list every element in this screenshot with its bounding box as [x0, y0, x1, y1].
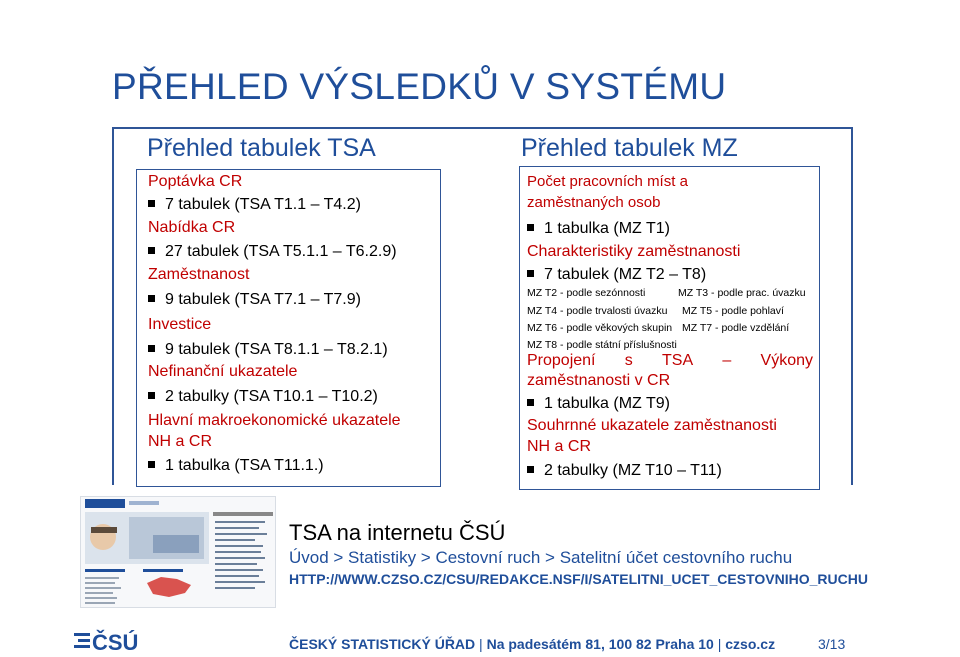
mz-category-word: Propojení	[527, 352, 596, 369]
footer-site[interactable]: czso.cz	[725, 636, 776, 652]
mz-subtable: MZ T4 - podle trvalosti úvazku	[527, 305, 668, 317]
tsa-category: Poptávka CR	[148, 173, 243, 190]
mz-subtable: MZ T3 - podle prac. úvazku	[678, 287, 806, 299]
mz-category-word: TSA	[662, 352, 694, 369]
mz-detail: 7 tabulek (MZ T2 – T8)	[527, 265, 706, 285]
mz-subtable: MZ T5 - podle pohlaví	[682, 305, 784, 317]
tsa-panel-heading: Přehled tabulek TSA	[143, 134, 380, 163]
slide-title: PŘEHLED VÝSLEDKŮ V SYSTÉMU	[112, 66, 727, 107]
logo-text: ČSÚ	[92, 630, 139, 655]
tsa-detail: 27 tabulek (TSA T5.1.1 – T6.2.9)	[148, 242, 397, 262]
tsa-detail: 9 tabulek (TSA T8.1.1 – T8.2.1)	[148, 340, 388, 360]
mz-category: Počet pracovních míst a	[527, 173, 688, 190]
tsa-detail: 7 tabulek (TSA T1.1 – T4.2)	[148, 195, 361, 215]
footer-address: Na padesátém 81, 100 82 Praha 10	[486, 636, 714, 652]
mz-detail: 1 tabulka (MZ T9)	[527, 394, 670, 414]
mz-category-word: Výkony	[760, 352, 813, 369]
tsa-category: Nabídka CR	[148, 219, 236, 236]
mz-detail: 1 tabulka (MZ T1)	[527, 219, 670, 239]
footer-separator: |	[717, 636, 726, 652]
website-screenshot-thumbnail	[80, 496, 276, 608]
mz-category: Charakteristiky zaměstnanosti	[527, 243, 741, 260]
mz-detail: 2 tabulky (MZ T10 – T11)	[527, 461, 722, 481]
web-heading: TSA na internetu ČSÚ	[289, 520, 506, 545]
footer-text	[289, 636, 775, 652]
tsa-category: Investice	[148, 316, 212, 333]
tsa-category: Zaměstnanost	[148, 266, 250, 283]
mz-category-cont: zaměstnanosti v CR	[527, 372, 671, 389]
mz-category: Souhrnné ukazatele zaměstnanosti	[527, 417, 777, 434]
tsa-category: Nefinanční ukazatele	[148, 363, 298, 380]
page-number: 3/13	[818, 636, 846, 652]
mz-subtable: MZ T8 - podle státní příslušnosti	[527, 339, 677, 351]
tsa-category: Hlavní makroekonomické ukazatele	[148, 412, 401, 429]
tsa-detail: 1 tabulka (TSA T11.1.)	[148, 456, 324, 476]
mz-subtable: MZ T7 - podle vzdělání	[682, 322, 790, 334]
tsa-category-cont: NH a CR	[148, 433, 213, 450]
mz-subtable: MZ T2 - podle sezónnosti	[527, 287, 646, 299]
mz-category-word: –	[722, 352, 732, 369]
tsa-detail: 9 tabulek (TSA T7.1 – T7.9)	[148, 290, 361, 310]
mz-category	[527, 351, 813, 371]
mz-subtable: MZ T6 - podle věkových skupin	[527, 322, 673, 334]
footer-org: ČESKÝ STATISTICKÝ ÚŘAD	[289, 636, 476, 652]
mz-category-word: s	[624, 352, 633, 369]
mz-category-cont: zaměstnaných osob	[527, 194, 661, 211]
mz-category-cont: NH a CR	[527, 438, 592, 455]
tsa-detail: 2 tabulky (TSA T10.1 – T10.2)	[148, 387, 378, 407]
csu-logo	[74, 626, 158, 656]
web-breadcrumb: Úvod > Statistiky > Cestovní ruch > Satelitní účet cestovního ruchu	[289, 548, 793, 567]
mz-panel-heading: Přehled tabulek MZ	[517, 134, 742, 163]
web-url-link[interactable]: HTTP://WWW.CZSO.CZ/CSU/REDAKCE.NSF/I/SATELITNI_UCET_CESTOVNIHO_RUCHU	[289, 571, 868, 587]
footer-separator: |	[479, 636, 487, 652]
